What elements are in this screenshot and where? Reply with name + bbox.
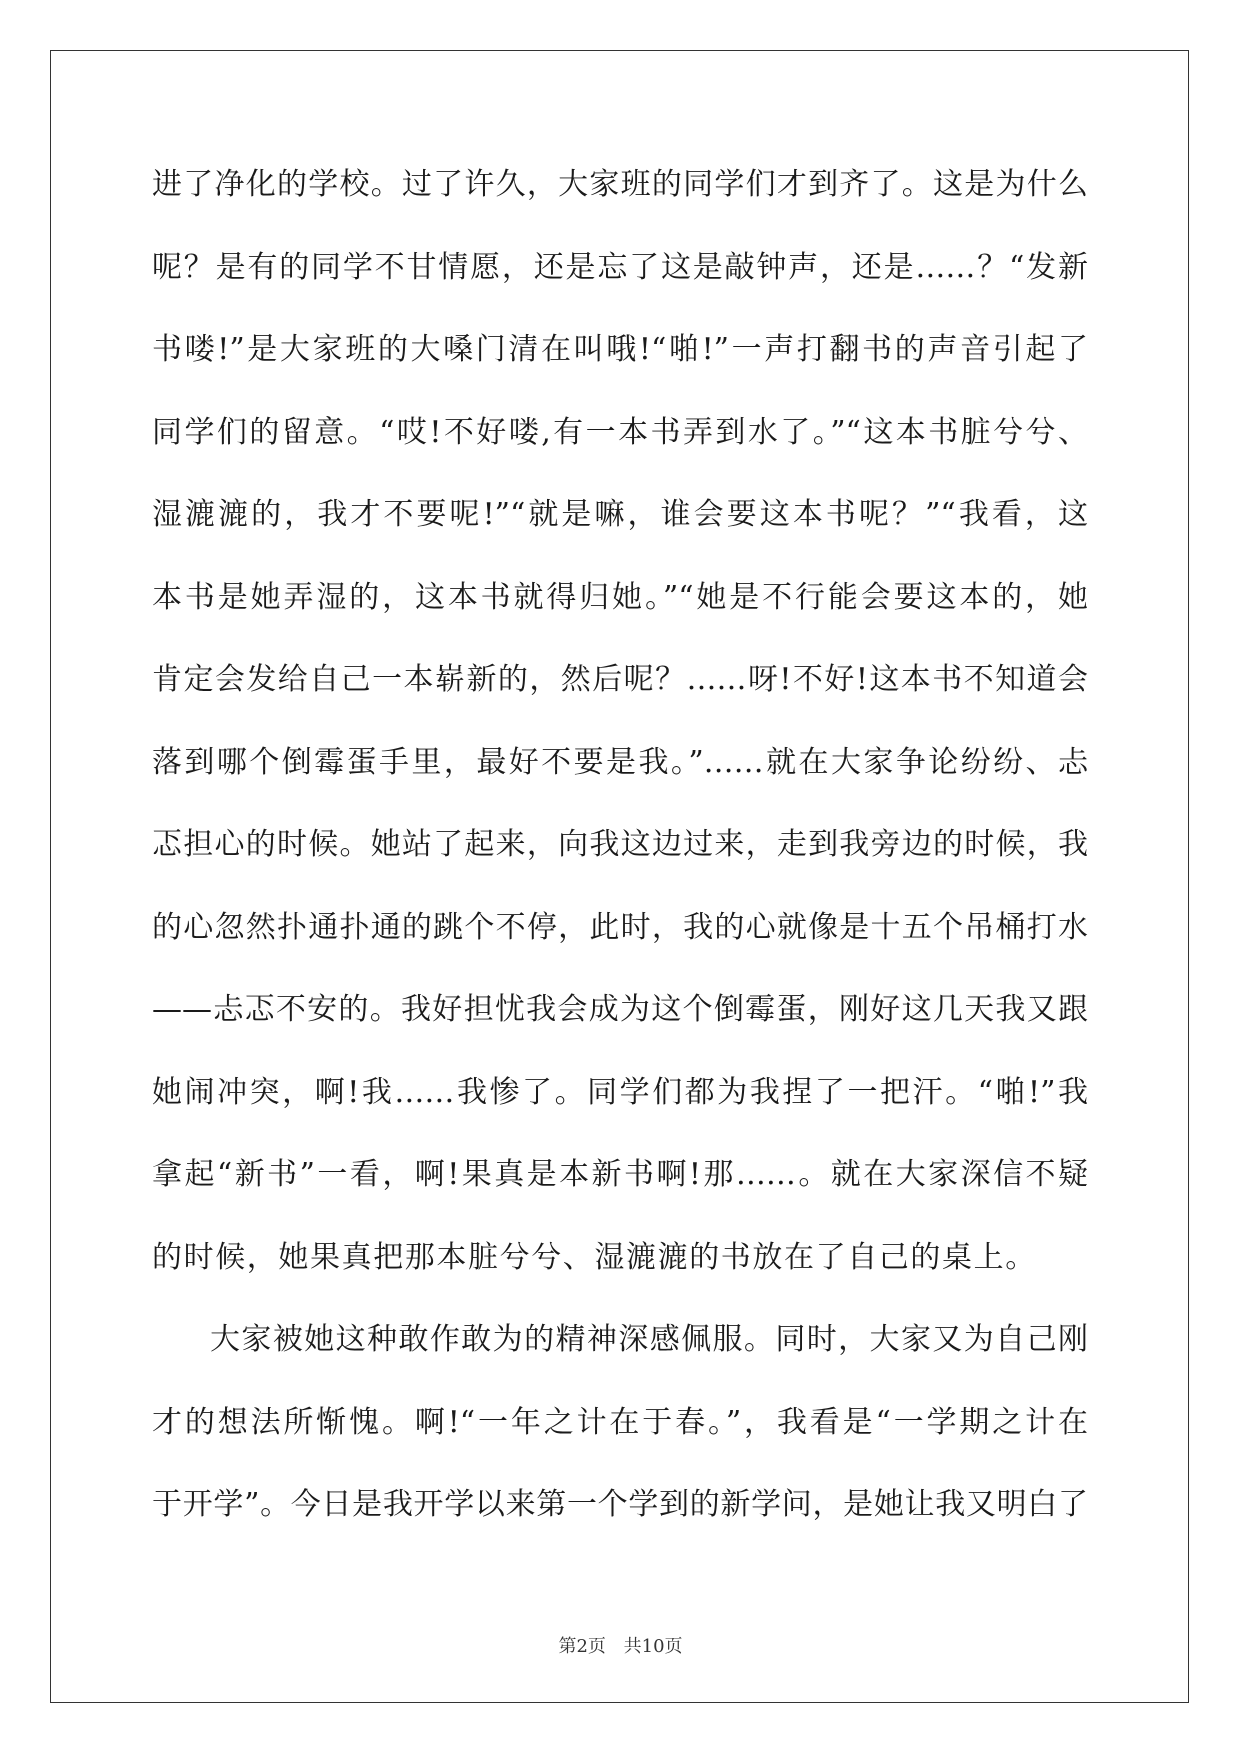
text-line: 她闹冲突，啊!我……我惨了。同学们都为我捏了一把汗。“啪!”我 [152, 1074, 1088, 1110]
text-line: 落到哪个倒霉蛋手里，最好不要是我。”……就在大家争论纷纷、忐 [152, 744, 1088, 780]
text-line: 本书是她弄湿的，这本书就得归她。”“她是不行能会要这本的，她 [152, 579, 1088, 615]
text-line: 的心忽然扑通扑通的跳个不停，此时，我的心就像是十五个吊桶打水 [152, 909, 1088, 945]
text-line: 进了净化的学校。过了许久，大家班的同学们才到齐了。这是为什么 [152, 167, 1088, 202]
page-footer [0, 1632, 1241, 1658]
text-line: 书喽!”是大家班的大嗓门清在叫哦!“啪!”一声打翻书的声音引起了 [152, 332, 1088, 367]
text-line: 同学们的留意。“哎!不好喽,有一本书弄到水了。”“这本书脏兮兮、 [152, 414, 1088, 450]
text-line: ——忐忑不安的。我好担忧我会成为这个倒霉蛋，刚好这几天我又跟 [152, 992, 1088, 1027]
paragraph-start-line: 大家被她这种敢作敢为的精神深感佩服。同时，大家又为自己刚 [210, 1322, 1088, 1357]
text-line: 呢？是有的同学不甘情愿，还是忘了这是敲钟声，还是……？“发新 [152, 249, 1088, 285]
document-body [152, 160, 1088, 1563]
text-line: 湿漉漉的，我才不要呢!”“就是嘛，谁会要这本书呢？”“我看，这 [152, 497, 1088, 532]
text-line: 肯定会发给自己一本崭新的，然后呢？……呀!不好!这本书不知道会 [152, 662, 1088, 697]
text-line: 的时候，她果真把那本脏兮兮、湿漉漉的书放在了自己的桌上。 [152, 1239, 1037, 1275]
page-number: 第2页 [558, 1636, 606, 1657]
text-line: 忑担心的时候。她站了起来，向我这边过来，走到我旁边的时候，我 [152, 827, 1088, 862]
text-line: 于开学”。今日是我开学以来第一个学到的新学问，是她让我又明白了 [152, 1487, 1088, 1522]
text-line: 拿起“新书”一看，啊!果真是本新书啊!那……。就在大家深信不疑 [152, 1157, 1088, 1192]
text-line: 才的想法所惭愧。啊!“一年之计在于春。”，我看是“一学期之计在 [152, 1404, 1088, 1440]
page-total: 共10页 [623, 1636, 683, 1657]
